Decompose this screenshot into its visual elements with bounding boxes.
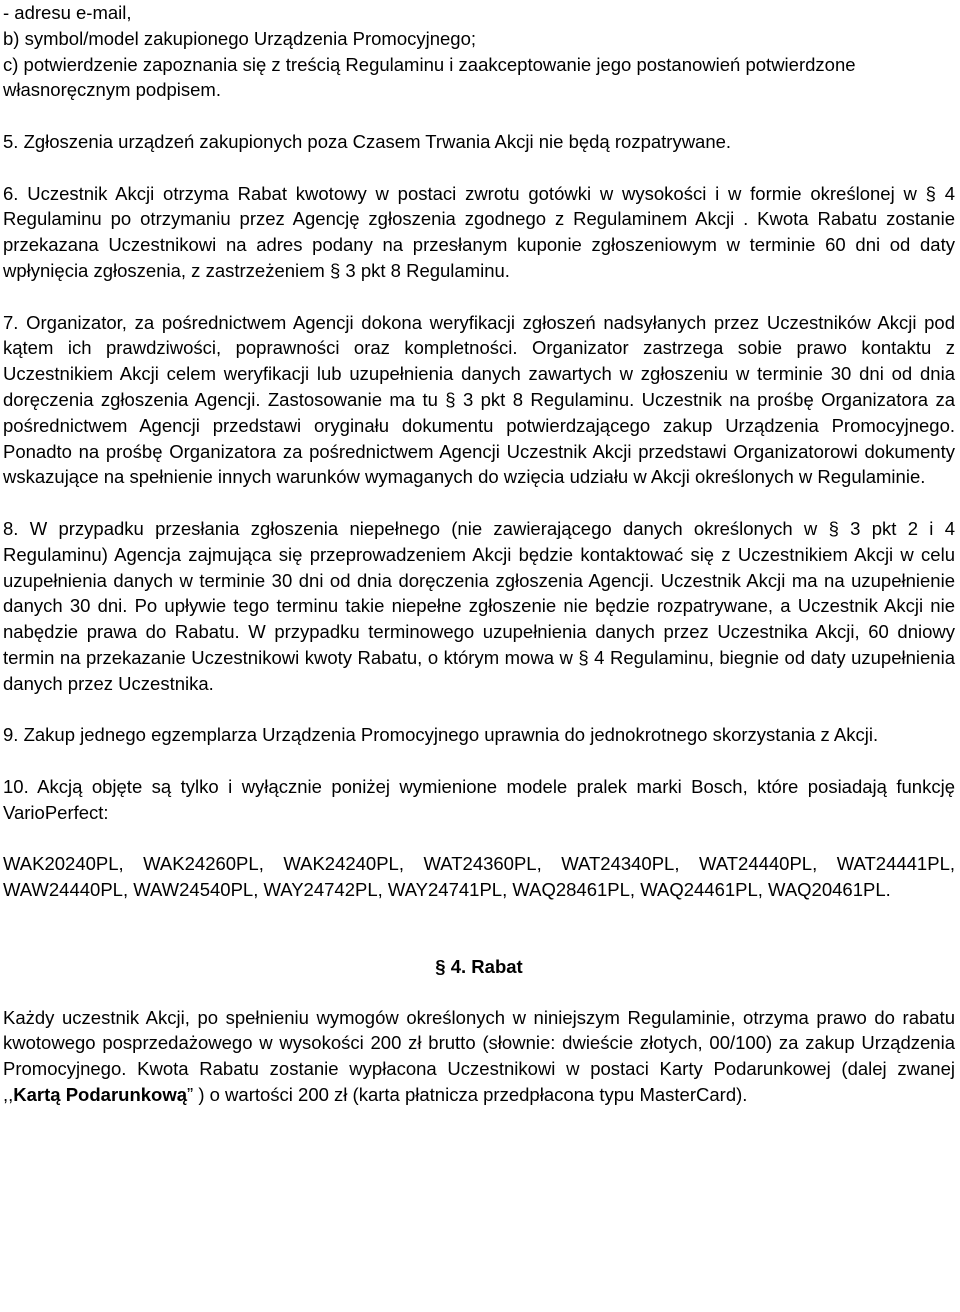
- model-list: WAK20240PL, WAK24260PL, WAK24240PL, WAT24360PL, WAT24340PL, WAT24440PL, WAT24441PL, WAW24440PL, WAW24540PL, WAY24742PL, WAY24741PL, WAQ28461PL, WAQ24461PL, WAQ20461PL.: [3, 853, 955, 901]
- paragraph-point-10: 10. Akcją objęte są tylko i wyłącznie poniżej wymienione modele pralek marki Bosch, które posiadają funkcję VarioPerfect:: [3, 775, 955, 823]
- paragraph-point-6: 6. Uczestnik Akcji otrzyma Rabat kwotowy w postaci zwrotu gotówki w wysokości i w formie określonej w § 4 Regulaminu po otrzymaniu przez Agencję zgłoszenia zgodnego z Regulaminem Akcji . Kwota Rabatu zostanie przekazana Uczestnikowi na adres podany na przesłanym kuponie zgłoszeniowym w terminie 60 dni od daty wpłynięcia zgłoszenia, z zastrzeżeniem § 3 pkt 8 Regulaminu.: [3, 182, 955, 281]
- paragraph-rabat: [3, 1005, 955, 1108]
- list-item-email: - adresu e-mail,: [3, 2, 132, 23]
- list-item-model: b) symbol/model zakupionego Urządzenia Promocyjnego;: [3, 27, 477, 49]
- list-item-confirmation: c) potwierdzenie zapoznania się z treścią Regulaminu i zaakceptowanie jego postanowień potwierdzone własnoręcznym podpisem.: [3, 53, 856, 101]
- rabat-text-after: ” ) o wartości 200 zł (karta płatnicza przedpłacona typu MasterCard).: [187, 1084, 748, 1106]
- paragraph-point-9: 9. Zakup jednego egzemplarza Urządzenia Promocyjnego uprawnia do jednokrotnego skorzystania z Akcji.: [3, 724, 879, 746]
- paragraph-point-5: 5. Zgłoszenia urządzeń zakupionych poza Czasem Trwania Akcji nie będą rozpatrywane.: [3, 130, 732, 152]
- paragraph-point-8: 8. W przypadku przesłania zgłoszenia niepełnego (nie zawierającego danych określonych w § 3 pkt 2 i 4 Regulaminu) Agencja zajmująca się przeprowadzeniem Akcji będzie kontaktować się z Uczestnikiem Akcji w celu uzupełnienia danych w terminie 30 dni od dnia doręczenia zgłoszenia Agencji. Uczestnik Akcji ma na uzupełnienie danych 30 dni. Po upływie tego terminu takie niepełne zgłoszenie nie będzie rozpatrywane, a Uczestnik Akcji nie nabędzie prawa do Rabatu. W przypadku terminowego uzupełnienia danych przez Uczestnika Akcji, 60 dniowy termin na przekazanie Uczestnikowi kwoty Rabatu, o którym mowa w § 4 Regulaminu, biegnie od daty uzupełnienia danych przez Uczestnika.: [3, 517, 955, 694]
- rabat-bold-term: Kartą Podarunkową: [13, 1084, 188, 1106]
- section-heading: § 4. Rabat: [435, 955, 523, 977]
- rabat-text-before: Każdy uczestnik Akcji, po spełnieniu wymogów określonych w niniejszym Regulaminie, otrzyma prawo do rabatu kwotowego posprzedażowego w wysokości 200 zł brutto (słownie: dwieście złotych, 00/100) za zakup Urządzenia Promocyjnego. Kwota Rabatu zostanie wypłacona Uczestnikowi w postaci Karty Podarunkowej (dalej zwanej ,,: [3, 1006, 955, 1106]
- paragraph-point-7: 7. Organizator, za pośrednictwem Agencji dokona weryfikacji zgłoszeń nadsyłanych przez Uczestników Akcji pod kątem ich prawdziwości, poprawności oraz kompletności. Organizator zastrzega sobie prawo kontaktu z Uczestnikiem Akcji celem weryfikacji lub uzupełnienia danych zawartych w zgłoszeniu w terminie 30 dni od dnia doręczenia zgłoszenia Agencji. Zastosowanie ma tu § 3 pkt 8 Regulaminu. Uczestnik na prośbę Organizatora za pośrednictwem Agencji przedstawi oryginału dokumentu potwierdzającego zakup Urządzenia Promocyjnego. Ponadto na prośbę Organizatora za pośrednictwem Agencji Uczestnik Akcji przedstawi Organizatorowi dokumenty wskazujące na spełnienie innych warunków wymaganych do wzięcia udziału w Akcji określonych w Regulaminie.: [3, 311, 955, 488]
